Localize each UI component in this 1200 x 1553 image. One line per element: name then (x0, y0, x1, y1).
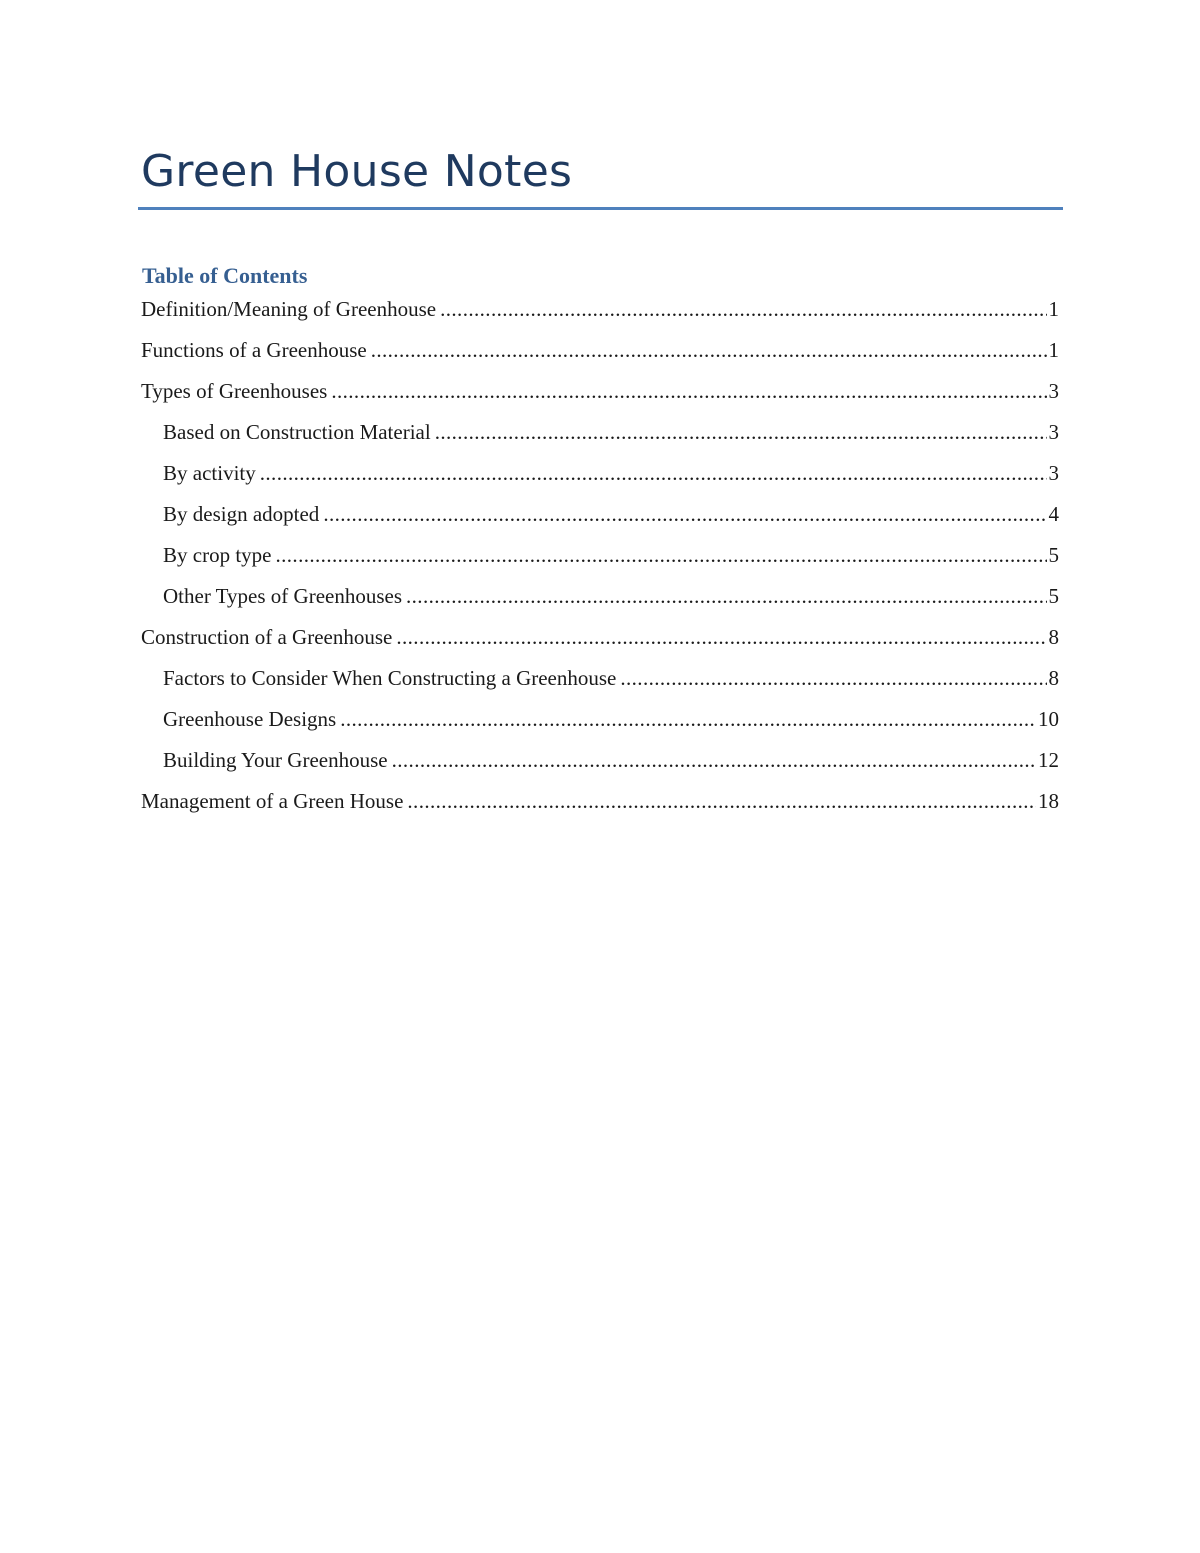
toc-entry[interactable] (141, 418, 1059, 459)
toc-entry[interactable] (141, 787, 1059, 828)
toc-dot-leader (331, 377, 1046, 405)
toc-entry-page: 10 (1038, 707, 1059, 731)
toc-dot-leader (440, 295, 1046, 323)
toc-dot-leader (407, 787, 1036, 815)
toc-entry-page: 3 (1048, 420, 1059, 444)
toc-dot-leader (275, 541, 1046, 569)
toc-dot-leader (396, 623, 1046, 651)
toc-entry[interactable] (141, 541, 1059, 582)
toc-dot-leader (260, 459, 1047, 487)
toc-entry-label: Other Types of Greenhouses (163, 584, 402, 608)
toc-dot-leader (340, 705, 1036, 733)
title-underline (138, 207, 1063, 210)
toc-entry-label: Management of a Green House (141, 789, 404, 813)
toc-entry-page: 8 (1048, 625, 1059, 649)
toc-entry-label: Definition/Meaning of Greenhouse (141, 297, 437, 321)
toc-entry-page: 5 (1048, 584, 1059, 608)
toc-dot-leader (392, 746, 1036, 774)
toc-entry-page: 1 (1048, 338, 1059, 362)
toc-heading: Table of Contents (142, 263, 308, 288)
toc-dot-leader (371, 336, 1047, 364)
toc-entry-page: 3 (1048, 461, 1059, 485)
toc-entry[interactable] (141, 336, 1059, 377)
toc-entry[interactable] (141, 623, 1059, 664)
toc-entry-page: 18 (1038, 789, 1059, 813)
toc-entry[interactable] (141, 705, 1059, 746)
toc-entry[interactable] (141, 295, 1059, 336)
toc-entry-page: 5 (1048, 543, 1059, 567)
toc-entry-page: 3 (1048, 379, 1059, 403)
toc-entry[interactable] (141, 500, 1059, 541)
toc-dot-leader (323, 500, 1046, 528)
toc-list (141, 295, 1059, 828)
toc-entry-label: By activity (163, 461, 256, 485)
toc-entry-page: 12 (1038, 748, 1059, 772)
toc-entry-page: 4 (1048, 502, 1059, 526)
toc-entry-page: 1 (1048, 297, 1059, 321)
toc-entry[interactable] (141, 459, 1059, 500)
toc-entry-label: Functions of a Greenhouse (141, 338, 367, 362)
toc-entry-label: By design adopted (163, 502, 320, 526)
toc-entry-label: Factors to Consider When Constructing a Greenhouse (163, 666, 617, 690)
toc-entry-label: By crop type (163, 543, 272, 567)
toc-dot-leader (620, 664, 1046, 692)
toc-entry[interactable] (141, 664, 1059, 705)
toc-entry[interactable] (141, 746, 1059, 787)
document-title: Green House Notes (141, 146, 573, 197)
toc-entry-label: Types of Greenhouses (141, 379, 328, 403)
toc-entry[interactable] (141, 377, 1059, 418)
toc-dot-leader (435, 418, 1047, 446)
toc-entry[interactable] (141, 582, 1059, 623)
toc-dot-leader (406, 582, 1047, 610)
toc-entry-label: Construction of a Greenhouse (141, 625, 393, 649)
toc-entry-page: 8 (1048, 666, 1059, 690)
toc-entry-label: Greenhouse Designs (163, 707, 337, 731)
toc-entry-label: Building Your Greenhouse (163, 748, 388, 772)
toc-entry-label: Based on Construction Material (163, 420, 431, 444)
